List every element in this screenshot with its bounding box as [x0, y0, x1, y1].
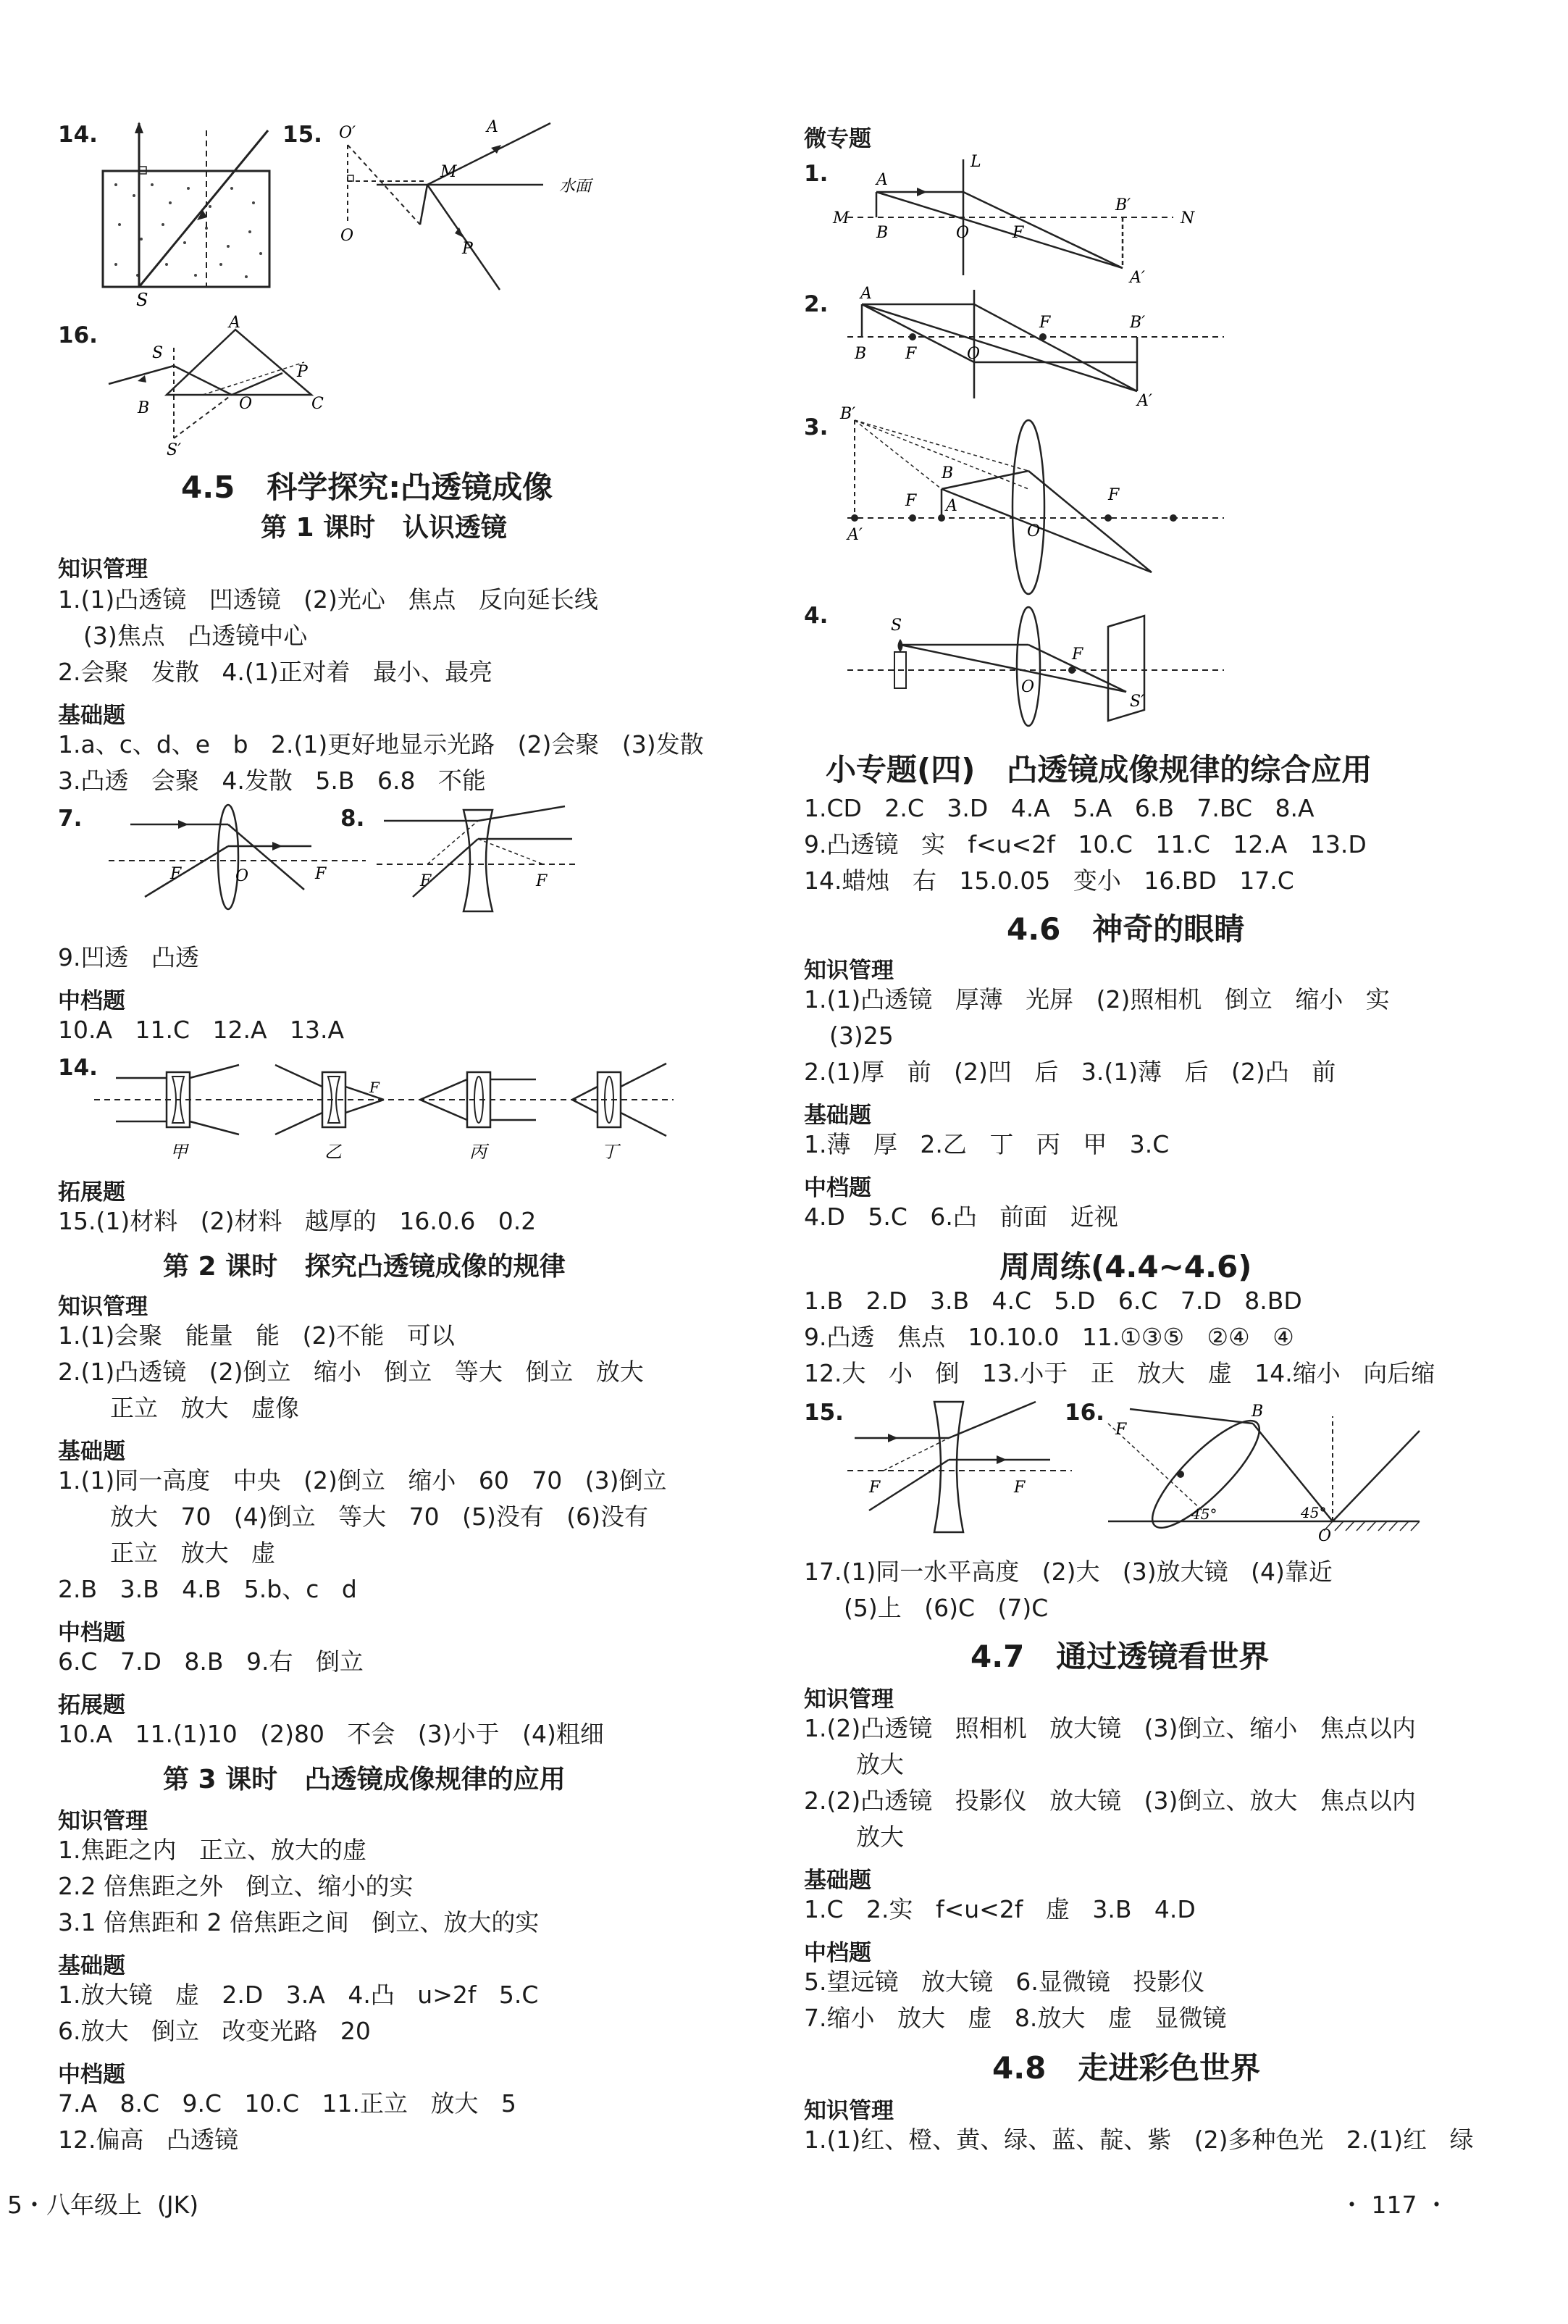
- svg-text:P: P: [462, 240, 473, 258]
- lesson-3-title: 第 3 课时 凸透镜成像规律的应用: [163, 1765, 566, 1794]
- svg-text:L: L: [970, 153, 981, 171]
- water-surface-label: 水面: [559, 177, 592, 196]
- svg-text:F: F: [170, 865, 182, 883]
- svg-text:A: A: [487, 118, 498, 136]
- l2-answer-line: 正立 放大 虚像: [110, 1394, 299, 1422]
- svg-text:B: B: [876, 224, 889, 242]
- svg-text:F: F: [536, 872, 548, 890]
- l1-answer-line: 15.(1)材料 (2)材料 越厚的 16.0.6 0.2: [58, 1207, 537, 1235]
- fig-15-number: 15.: [282, 122, 322, 148]
- weekly-answer-line: 1.B 2.D 3.B 4.C 5.D 6.C 7.D 8.BD: [804, 1287, 1302, 1315]
- svg-text:F: F: [869, 1479, 881, 1497]
- micro-fig-1-number: 1.: [804, 161, 829, 187]
- svg-text:S′: S′: [1130, 693, 1145, 711]
- s46-category-mid: 中档题: [804, 1175, 871, 1201]
- l3-category-basic: 基础题: [58, 1953, 125, 1979]
- svg-text:45°: 45°: [1191, 1505, 1217, 1523]
- svg-text:S: S: [136, 290, 148, 310]
- svg-text:F: F: [1039, 314, 1051, 332]
- svg-text:F: F: [315, 865, 327, 883]
- svg-text:A: A: [946, 497, 957, 515]
- l1-category-basic: 基础题: [58, 703, 125, 729]
- l2-answer-line: 6.C 7.D 8.B 9.右 倒立: [58, 1647, 364, 1676]
- micro-fig-3-lens-diagram: [833, 406, 1238, 594]
- s47-answer-line: 放大: [856, 1823, 904, 1851]
- l2-answer-line: 10.A 11.(1)10 (2)80 不会 (3)小于 (4)粗细: [58, 1720, 604, 1748]
- s47-answer-line: 7.缩小 放大 虚 8.放大 虚 显微镜: [804, 2004, 1227, 2032]
- svg-text:S: S: [891, 616, 902, 635]
- l3-answer-line: 1.放大镜 虚 2.D 3.A 4.凸 u>2f 5.C: [58, 1981, 539, 2009]
- lesson-2-title: 第 2 课时 探究凸透镜成像的规律: [163, 1252, 566, 1282]
- l2-answer-line: 2.(1)凸透镜 (2)倒立 缩小 倒立 等大 倒立 放大: [58, 1358, 644, 1386]
- l1-answer-line: 3.凸透 会聚 4.发散 5.B 6.8 不能: [58, 766, 486, 795]
- svg-text:45°: 45°: [1301, 1504, 1327, 1521]
- svg-text:F: F: [420, 872, 432, 890]
- svg-text:P: P: [297, 363, 308, 381]
- s46-answer-line: 1.薄 厚 2.乙 丁 丙 甲 3.C: [804, 1130, 1170, 1158]
- svg-text:O: O: [1027, 522, 1041, 540]
- l1-answer-line: 10.A 11.C 12.A 13.A: [58, 1016, 345, 1044]
- svg-text:A′: A′: [847, 526, 863, 544]
- svg-text:M: M: [440, 163, 457, 181]
- l1-category-mid: 中档题: [58, 988, 125, 1014]
- l2-category-extend: 拓展题: [58, 1692, 125, 1718]
- micro-fig-4-number: 4.: [804, 603, 829, 629]
- mini-topic-answer-line: 1.CD 2.C 3.D 4.A 5.A 6.B 7.BC 8.A: [804, 794, 1315, 822]
- s46-answer-line: 1.(1)凸透镜 厚薄 光屏 (2)照相机 倒立 缩小 实: [804, 985, 1390, 1013]
- l3-category-knowledge: 知识管理: [58, 1808, 148, 1834]
- svg-text:O: O: [340, 227, 354, 245]
- l1-answer-line: 1.(1)凸透镜 凹透镜 (2)光心 焦点 反向延长线: [58, 585, 598, 614]
- svg-text:B′: B′: [1130, 314, 1146, 332]
- l1-category-extend: 拓展题: [58, 1179, 125, 1205]
- l1-answer-line: 1.a、c、d、e b 2.(1)更好地显示光路 (2)会聚 (3)发散: [58, 730, 704, 758]
- svg-text:M: M: [833, 209, 850, 227]
- s48-category-knowledge: 知识管理: [804, 2098, 894, 2124]
- l3-category-mid: 中档题: [58, 2062, 125, 2088]
- svg-text:B′: B′: [1115, 196, 1131, 214]
- svg-text:F: F: [1014, 1479, 1026, 1497]
- micro-fig-3-number: 3.: [804, 414, 829, 440]
- weekly-fig-16-lens-mirror-diagram: [1094, 1395, 1499, 1547]
- fig-8-concave-lens-diagram: [369, 803, 587, 919]
- mini-topic-answer-line: 14.蜡烛 右 15.0.05 变小 16.BD 17.C: [804, 866, 1294, 895]
- micro-fig-4-candle-lens-screen-diagram: [833, 601, 1238, 732]
- l2-category-basic: 基础题: [58, 1439, 125, 1465]
- micro-fig-2-lens-diagram: [833, 283, 1238, 410]
- mini-topic-answer-line: 9.凸透镜 实 f<u<2f 10.C 11.C 12.A 13.D: [804, 830, 1367, 858]
- l3-answer-line: 7.A 8.C 9.C 10.C 11.正立 放大 5: [58, 2089, 516, 2118]
- lens-name: 乙: [324, 1142, 342, 1162]
- svg-text:F: F: [905, 345, 917, 363]
- fig-14-lens-boxes-diagram: [94, 1058, 688, 1166]
- weekly-practice-title: 周周练(4.4~4.6): [999, 1249, 1252, 1284]
- svg-text:S: S: [152, 344, 164, 362]
- l2-category-knowledge: 知识管理: [58, 1294, 148, 1320]
- svg-text:C: C: [311, 395, 324, 413]
- svg-text:O: O: [956, 224, 970, 242]
- fig-16-prism-diagram: [94, 314, 340, 459]
- l3-answer-line: 3.1 倍焦距和 2 倍焦距之间 倒立、放大的实: [58, 1908, 540, 1936]
- fig-16-number: 16.: [58, 322, 98, 348]
- svg-text:F: F: [369, 1079, 380, 1096]
- l2-answer-line: 2.B 3.B 4.B 5.b、c d: [58, 1575, 357, 1603]
- l2-category-mid: 中档题: [58, 1620, 125, 1646]
- svg-text:B: B: [942, 464, 954, 482]
- l3-answer-line: 1.焦距之内 正立、放大的虚: [58, 1836, 366, 1864]
- weekly-answer-line: 9.凸透 焦点 10.10.0 11.①③⑤ ②④ ④: [804, 1323, 1294, 1351]
- fig-15-reflection-diagram: [319, 116, 623, 297]
- s46-answer-line: (3)25: [829, 1021, 894, 1050]
- l3-answer-line: 12.偏高 凸透镜: [58, 2126, 238, 2154]
- mini-topic-4-title: 小专题(四) 凸透镜成像规律的综合应用: [826, 752, 1372, 787]
- svg-text:O: O: [1318, 1527, 1332, 1545]
- s46-category-knowledge: 知识管理: [804, 958, 894, 984]
- svg-text:O: O: [1021, 678, 1035, 696]
- lesson-1-title: 第 1 课时 认识透镜: [261, 513, 507, 543]
- svg-text:A′: A′: [1130, 269, 1145, 287]
- svg-text:A′: A′: [1137, 392, 1152, 410]
- s47-category-basic: 基础题: [804, 1868, 871, 1894]
- s46-answer-line: 4.D 5.C 6.凸 前面 近视: [804, 1203, 1118, 1231]
- svg-text:B′: B′: [840, 405, 856, 423]
- l3-answer-line: 6.放大 倒立 改变光路 20: [58, 2017, 371, 2045]
- fig-8-number: 8.: [340, 806, 365, 832]
- micro-fig-2-number: 2.: [804, 291, 829, 317]
- s47-answer-line: 放大: [856, 1750, 904, 1778]
- weekly-fig-15-concave-lens-diagram: [840, 1395, 1079, 1539]
- micro-fig-1-lens-diagram: [833, 152, 1238, 287]
- svg-text:S′: S′: [167, 441, 182, 459]
- weekly-fig-15-number: 15.: [804, 1400, 844, 1426]
- s46-answer-line: 2.(1)厚 前 (2)凹 后 3.(1)薄 后 (2)凸 前: [804, 1058, 1336, 1086]
- svg-text:B: B: [1252, 1403, 1264, 1421]
- s47-category-mid: 中档题: [804, 1940, 871, 1966]
- section-4-5-title: 4.5 科学探究:凸透镜成像: [181, 469, 553, 505]
- s47-answer-line: 1.C 2.实 f<u<2f 虚 3.B 4.D: [804, 1895, 1196, 1923]
- svg-text:B: B: [138, 399, 150, 417]
- s48-answer-line: 1.(1)红、橙、黄、绿、蓝、靛、紫 (2)多种色光 2.(1)红 绿: [804, 2126, 1474, 2154]
- svg-text:O: O: [235, 867, 249, 885]
- lens-name: 甲: [170, 1142, 188, 1162]
- fig-7-convex-lens-diagram: [87, 803, 377, 911]
- lens-name: 丁: [601, 1142, 619, 1162]
- s47-category-knowledge: 知识管理: [804, 1686, 894, 1713]
- l2-answer-line: 1.(1)同一高度 中央 (2)倒立 缩小 60 70 (3)倒立: [58, 1466, 667, 1495]
- l2-answer-line: 放大 70 (4)倒立 等大 70 (5)没有 (6)没有: [110, 1502, 649, 1531]
- weekly-fig-16-number: 16.: [1065, 1400, 1104, 1426]
- svg-text:O: O: [239, 395, 253, 413]
- svg-text:N: N: [1181, 209, 1195, 227]
- l1-answer-line: (3)焦点 凸透镜中心: [83, 622, 308, 650]
- l1-answer-line: 9.凹透 凸透: [58, 943, 199, 971]
- svg-text:B: B: [855, 345, 867, 363]
- s46-category-basic: 基础题: [804, 1103, 871, 1129]
- s47-answer-line: 2.(2)凸透镜 投影仪 放大镜 (3)倒立、放大 焦点以内: [804, 1786, 1416, 1815]
- l3-answer-line: 2.2 倍焦距之外 倒立、缩小的实: [58, 1872, 414, 1900]
- weekly-answer-line: (5)上 (6)C (7)C: [844, 1594, 1049, 1622]
- lens-name: 丙: [469, 1142, 487, 1162]
- weekly-answer-line: 17.(1)同一水平高度 (2)大 (3)放大镜 (4)靠近: [804, 1558, 1333, 1586]
- section-4-8-title: 4.8 走进彩色世界: [992, 2050, 1261, 2086]
- l1-category-knowledge: 知识管理: [58, 556, 148, 582]
- micro-topic-title: 微专题: [804, 126, 871, 152]
- l1-answer-line: 2.会聚 发散 4.(1)正对着 最小、最亮: [58, 658, 493, 686]
- svg-text:F: F: [1108, 486, 1120, 504]
- svg-text:O: O: [967, 345, 981, 363]
- l2-answer-line: 1.(1)会聚 能量 能 (2)不能 可以: [58, 1321, 455, 1350]
- svg-text:A: A: [876, 171, 888, 189]
- s47-answer-line: 5.望远镜 放大镜 6.显微镜 投影仪: [804, 1968, 1205, 1996]
- svg-text:A: A: [860, 285, 872, 303]
- fig-14b-number: 14.: [58, 1055, 98, 1081]
- fig-7-number: 7.: [58, 806, 83, 832]
- svg-text:F: F: [1072, 645, 1083, 664]
- svg-text:F: F: [905, 492, 917, 510]
- section-4-7-title: 4.7 通过透镜看世界: [970, 1639, 1270, 1674]
- section-4-6-title: 4.6 神奇的眼睛: [1007, 911, 1245, 947]
- l2-answer-line: 正立 放大 虚: [110, 1539, 275, 1567]
- svg-text:F: F: [1013, 224, 1024, 242]
- svg-text:O′: O′: [339, 124, 356, 142]
- fig-14-number: 14.: [58, 122, 98, 148]
- svg-text:A: A: [229, 314, 240, 332]
- s47-answer-line: 1.(2)凸透镜 照相机 放大镜 (3)倒立、缩小 焦点以内: [804, 1714, 1416, 1742]
- weekly-answer-line: 12.大 小 倒 13.小于 正 放大 虚 14.缩小 向后缩: [804, 1359, 1435, 1387]
- svg-text:F: F: [1115, 1421, 1127, 1439]
